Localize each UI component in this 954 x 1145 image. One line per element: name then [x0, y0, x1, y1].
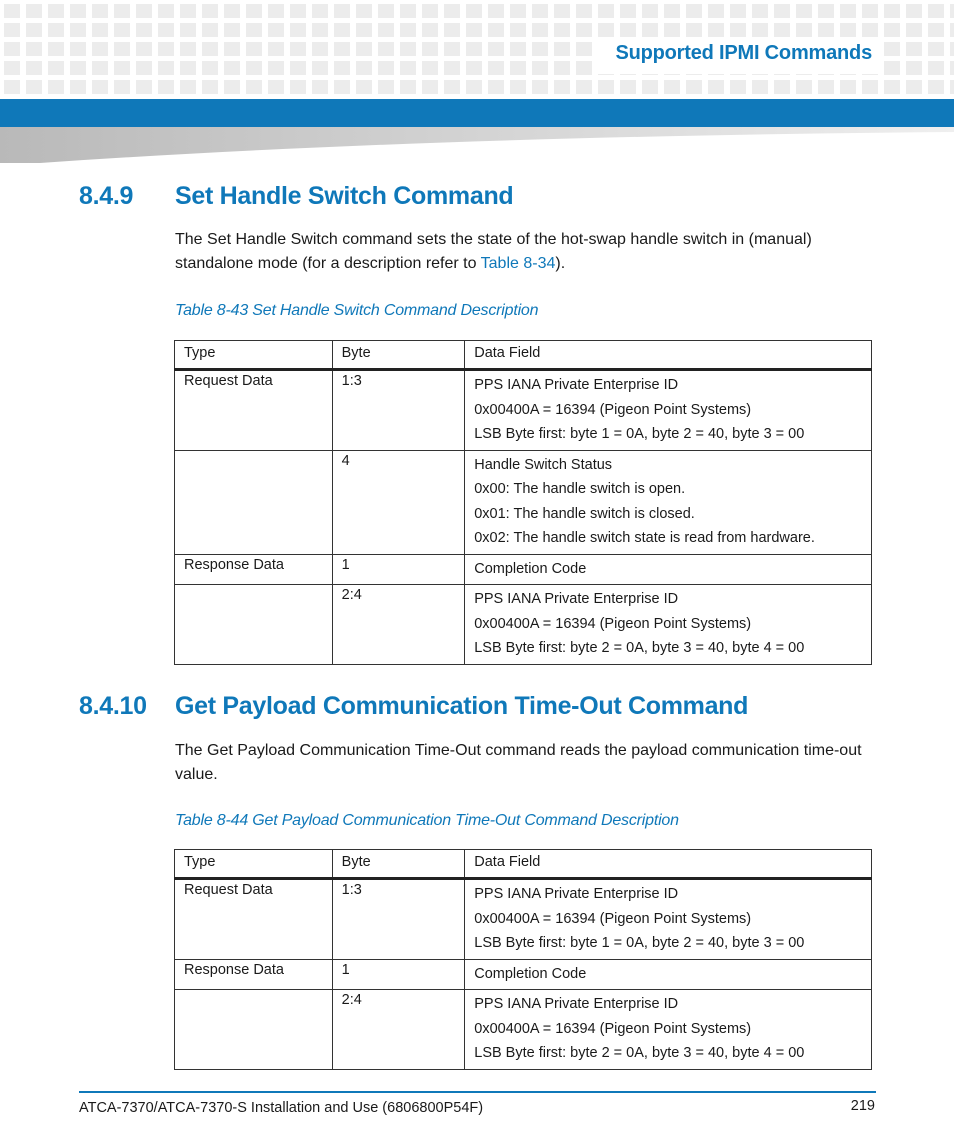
- data-field-line: PPS IANA Private Enterprise ID: [474, 377, 679, 393]
- table-header-row: [175, 341, 872, 370]
- data-field-line: LSB Byte first: byte 1 = 0A, byte 2 = 40, byte 3 = 00: [474, 426, 805, 442]
- data-field-line: 0x00400A = 16394 (Pigeon Point Systems): [474, 910, 752, 927]
- table-row: [175, 990, 872, 1070]
- cell-type: [175, 450, 333, 554]
- cell-data-field: [465, 990, 872, 1070]
- data-field-line: 0x01: The handle switch is closed.: [474, 505, 695, 522]
- data-field-line: LSB Byte first: byte 2 = 0A, byte 3 = 40, byte 4 = 00: [474, 640, 805, 656]
- data-field-line: PPS IANA Private Enterprise ID: [474, 996, 679, 1012]
- data-field-line: 0x00400A = 16394 (Pigeon Point Systems): [474, 401, 752, 418]
- paragraph-text-end: ).: [555, 255, 566, 272]
- table-row: [175, 450, 872, 554]
- cell-type: Request Data: [175, 370, 333, 451]
- data-field-line: Completion Code: [474, 560, 587, 577]
- data-field-line: LSB Byte first: byte 2 = 0A, byte 3 = 40, byte 4 = 00: [474, 1045, 805, 1061]
- cell-byte: 4: [332, 450, 465, 554]
- section-heading-8-4-10: [79, 692, 748, 721]
- data-field-line: Handle Switch Status: [474, 456, 613, 473]
- section-title: Get Payload Communication Time-Out Command: [175, 692, 749, 720]
- paragraph-text: The Set Handle Switch command sets the state of the hot-swap handle switch in (manual) standalone mode (for a description refer to: [175, 231, 812, 272]
- section-heading-8-4-9: [79, 182, 513, 211]
- cell-data-field: [465, 959, 872, 990]
- command-table-8-44: [174, 849, 872, 1070]
- cell-type: [175, 585, 333, 665]
- cell-type: [175, 990, 333, 1070]
- cell-data-field: [465, 450, 872, 554]
- table-row: [175, 554, 872, 585]
- cell-type: Response Data: [175, 554, 333, 585]
- table-row: [175, 959, 872, 990]
- table-row: [175, 879, 872, 960]
- data-field-line: 0x00400A = 16394 (Pigeon Point Systems): [474, 1020, 752, 1037]
- section-number: 8.4.10: [79, 692, 147, 720]
- section-body-paragraph: [175, 228, 875, 276]
- section-number: 8.4.9: [79, 182, 134, 210]
- running-header-title: Supported IPMI Commands: [615, 42, 872, 64]
- data-field-line: Completion Code: [474, 965, 587, 982]
- data-field-line: 0x00400A = 16394 (Pigeon Point Systems): [474, 615, 752, 632]
- table-row: [175, 370, 872, 451]
- cell-byte: 1: [332, 554, 465, 585]
- column-header-byte: Byte: [332, 341, 465, 370]
- cell-byte: 1:3: [332, 879, 465, 960]
- cell-byte: 2:4: [332, 585, 465, 665]
- table-caption: Table 8-43 Set Handle Switch Command Description: [175, 302, 539, 319]
- section-title: Set Handle Switch Command: [175, 182, 514, 210]
- cell-data-field: [465, 879, 872, 960]
- data-field-line: 0x00: The handle switch is open.: [474, 481, 686, 497]
- data-field-line: PPS IANA Private Enterprise ID: [474, 591, 679, 607]
- data-field-line: 0x02: The handle switch state is read from hardware.: [474, 530, 815, 546]
- cell-data-field: [465, 554, 872, 585]
- header-blue-band: [0, 99, 954, 127]
- command-table-8-43: [174, 340, 872, 665]
- cell-byte: 1:3: [332, 370, 465, 451]
- column-header-data-field: Data Field: [465, 341, 872, 370]
- footer-rule: [79, 1091, 876, 1093]
- table-8-34-link[interactable]: Table 8-34: [480, 255, 556, 272]
- cell-data-field: [465, 585, 872, 665]
- cell-type: Request Data: [175, 879, 333, 960]
- column-header-type: Type: [175, 850, 333, 879]
- column-header-type: Type: [175, 341, 333, 370]
- cell-byte: 2:4: [332, 990, 465, 1070]
- cell-type: Response Data: [175, 959, 333, 990]
- data-field-line: LSB Byte first: byte 1 = 0A, byte 2 = 40, byte 3 = 00: [474, 935, 805, 951]
- cell-byte: 1: [332, 959, 465, 990]
- page-number: 219: [850, 1098, 875, 1114]
- table-header-row: [175, 850, 872, 879]
- column-header-byte: Byte: [332, 850, 465, 879]
- header-grey-swoosh: [0, 127, 954, 163]
- footer-document-title: ATCA-7370/ATCA-7370-S Installation and Use (6806800P54F): [79, 1100, 484, 1116]
- data-field-line: PPS IANA Private Enterprise ID: [474, 886, 679, 902]
- column-header-data-field: Data Field: [465, 850, 872, 879]
- table-row: [175, 585, 872, 665]
- table-caption: Table 8-44 Get Payload Communication Time-Out Command Description: [175, 812, 679, 829]
- section-body-paragraph: The Get Payload Communication Time-Out command reads the payload communication time-out value.: [175, 742, 862, 783]
- cell-data-field: [465, 370, 872, 451]
